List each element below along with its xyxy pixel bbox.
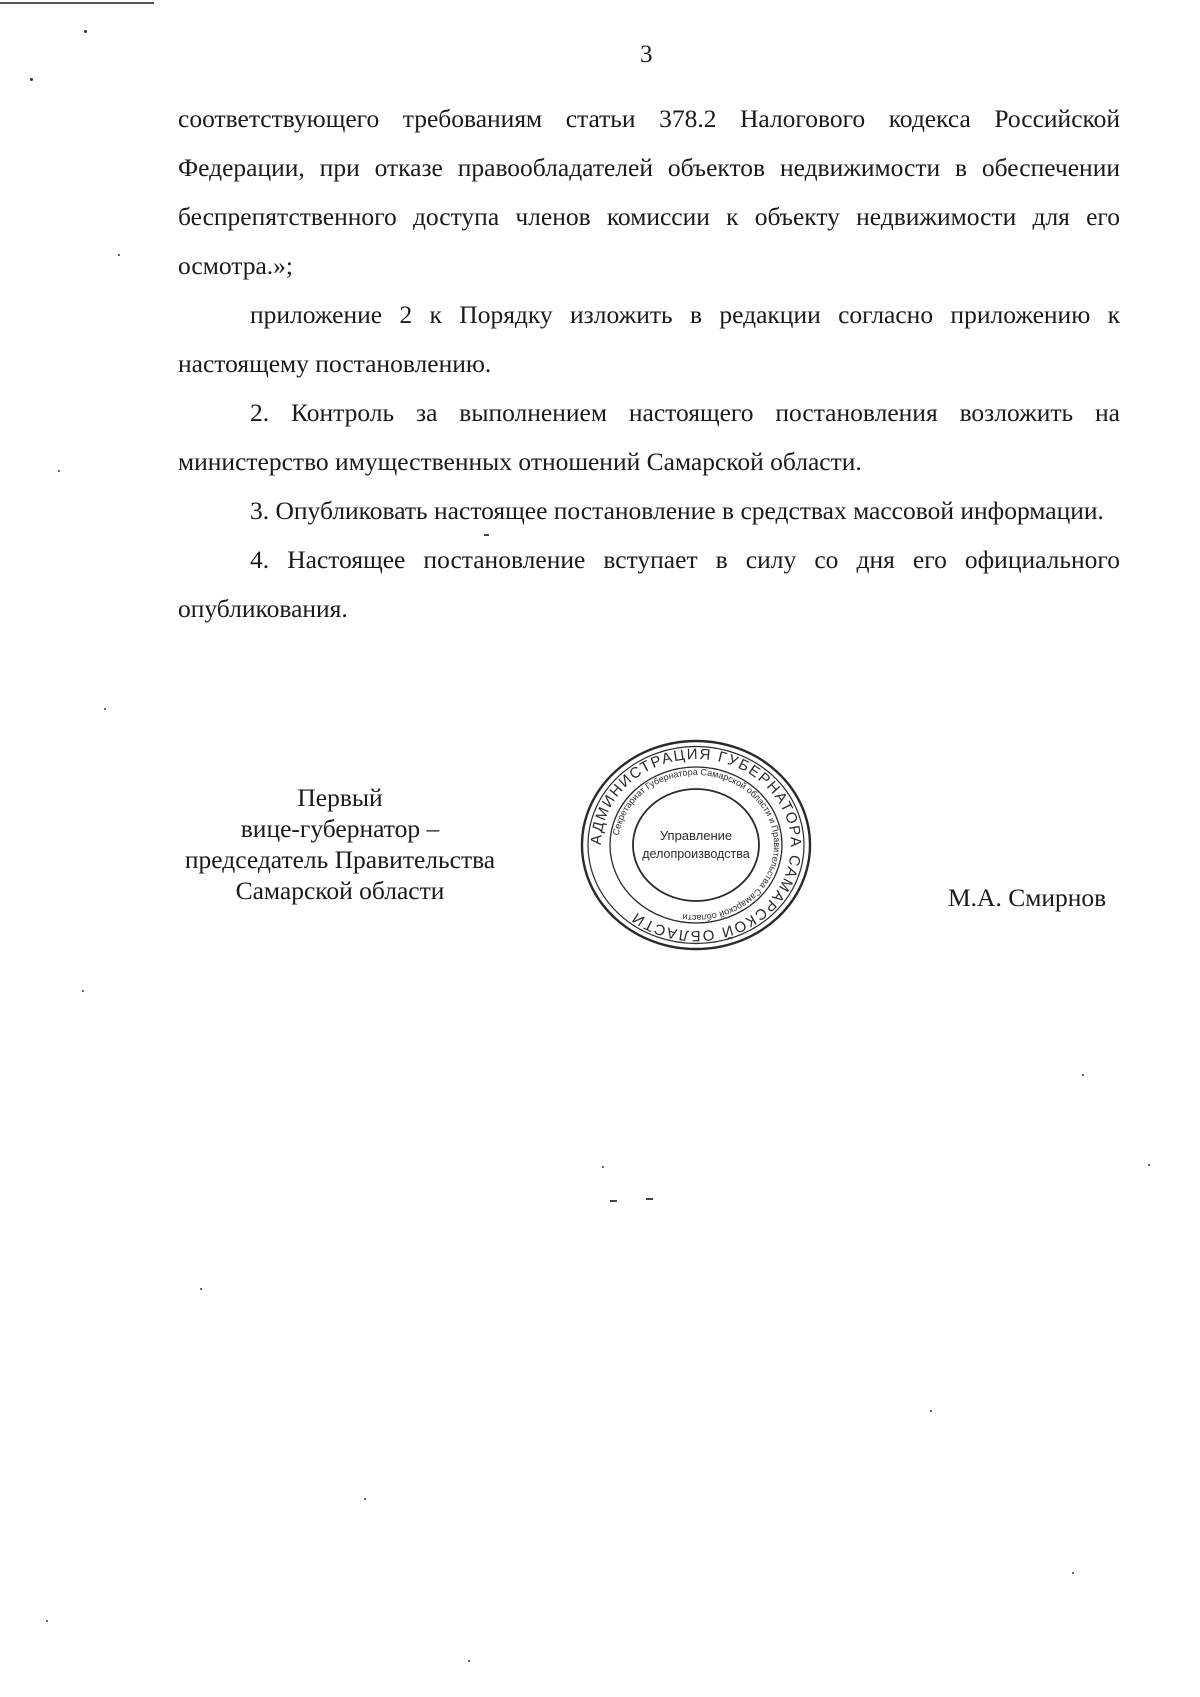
paragraph-item-4: 4. Настоящее постановление вступает в силу со дня его официального опубликования. — [178, 545, 1120, 623]
scan-speck — [468, 1660, 470, 1662]
scan-speck — [602, 1166, 604, 1168]
seal-inner-ring — [633, 789, 759, 901]
seal-outer-ring-text: АДМИНИСТРАЦИЯ ГУБЕРНАТОРА САМАРСКОЙ ОБЛАСТИ — [587, 745, 805, 945]
top-edge-rule — [0, 2, 154, 4]
scan-speck — [58, 470, 60, 472]
scan-speck — [46, 1620, 48, 1622]
paragraph-appendix-2: приложение 2 к Порядку изложить в редакции согласно приложению к настоящему постановлению. — [178, 300, 1120, 378]
svg-text:Секретариат Губернатора Самарс — [611, 767, 782, 923]
scan-speck — [84, 30, 87, 33]
scan-dash — [646, 1198, 653, 1200]
signer-title — [150, 782, 530, 906]
seal-center-line-2: делопроизводства — [642, 847, 750, 861]
paragraph-continuation: соответствующего требованиям статьи 378.2 Налогового кодекса Российской Федерации, при отказе правообладателей объектов недвижимости в обеспечении беспрепятственного доступа членов комиссии к объекту недвижимости для его осмотра.»; — [178, 104, 1120, 280]
scan-speck — [1072, 1572, 1074, 1574]
seal-inner-ring-text: Секретариат Губернатора Самарской области и Правительства Самарской области — [610, 766, 783, 924]
signer-title-line: вице-губернатор – — [240, 814, 440, 843]
seal-center-line-1: Управление — [659, 828, 733, 843]
scan-speck — [30, 78, 33, 81]
scan-speck — [1082, 1074, 1084, 1076]
official-seal — [578, 736, 814, 954]
page-number: 3 — [640, 41, 653, 68]
paragraph-item-3: 3. Опубликовать настоящее постановление в средствах массовой информации. — [250, 496, 1104, 525]
scan-speck — [82, 990, 84, 992]
signer-title-line: Самарской области — [235, 876, 445, 905]
signer-title-line: председатель Правительства — [184, 845, 496, 874]
scan-speck — [1148, 1164, 1150, 1166]
scan-dash — [484, 534, 489, 536]
scan-dash — [610, 1200, 617, 1202]
document-body — [178, 94, 1120, 633]
signer-title-line: Первый — [297, 783, 383, 812]
signer-name: М.А. Смирнов — [948, 883, 1107, 912]
scan-speck — [930, 1410, 932, 1412]
scan-speck — [104, 708, 106, 710]
scan-speck — [364, 1498, 366, 1500]
scan-speck — [118, 254, 120, 256]
scan-speck — [200, 1288, 202, 1290]
seal-graphic — [578, 736, 814, 954]
paragraph-item-2: 2. Контроль за выполнением настоящего постановления возложить на министерство имущественных отношений Самарской области. — [178, 398, 1120, 476]
